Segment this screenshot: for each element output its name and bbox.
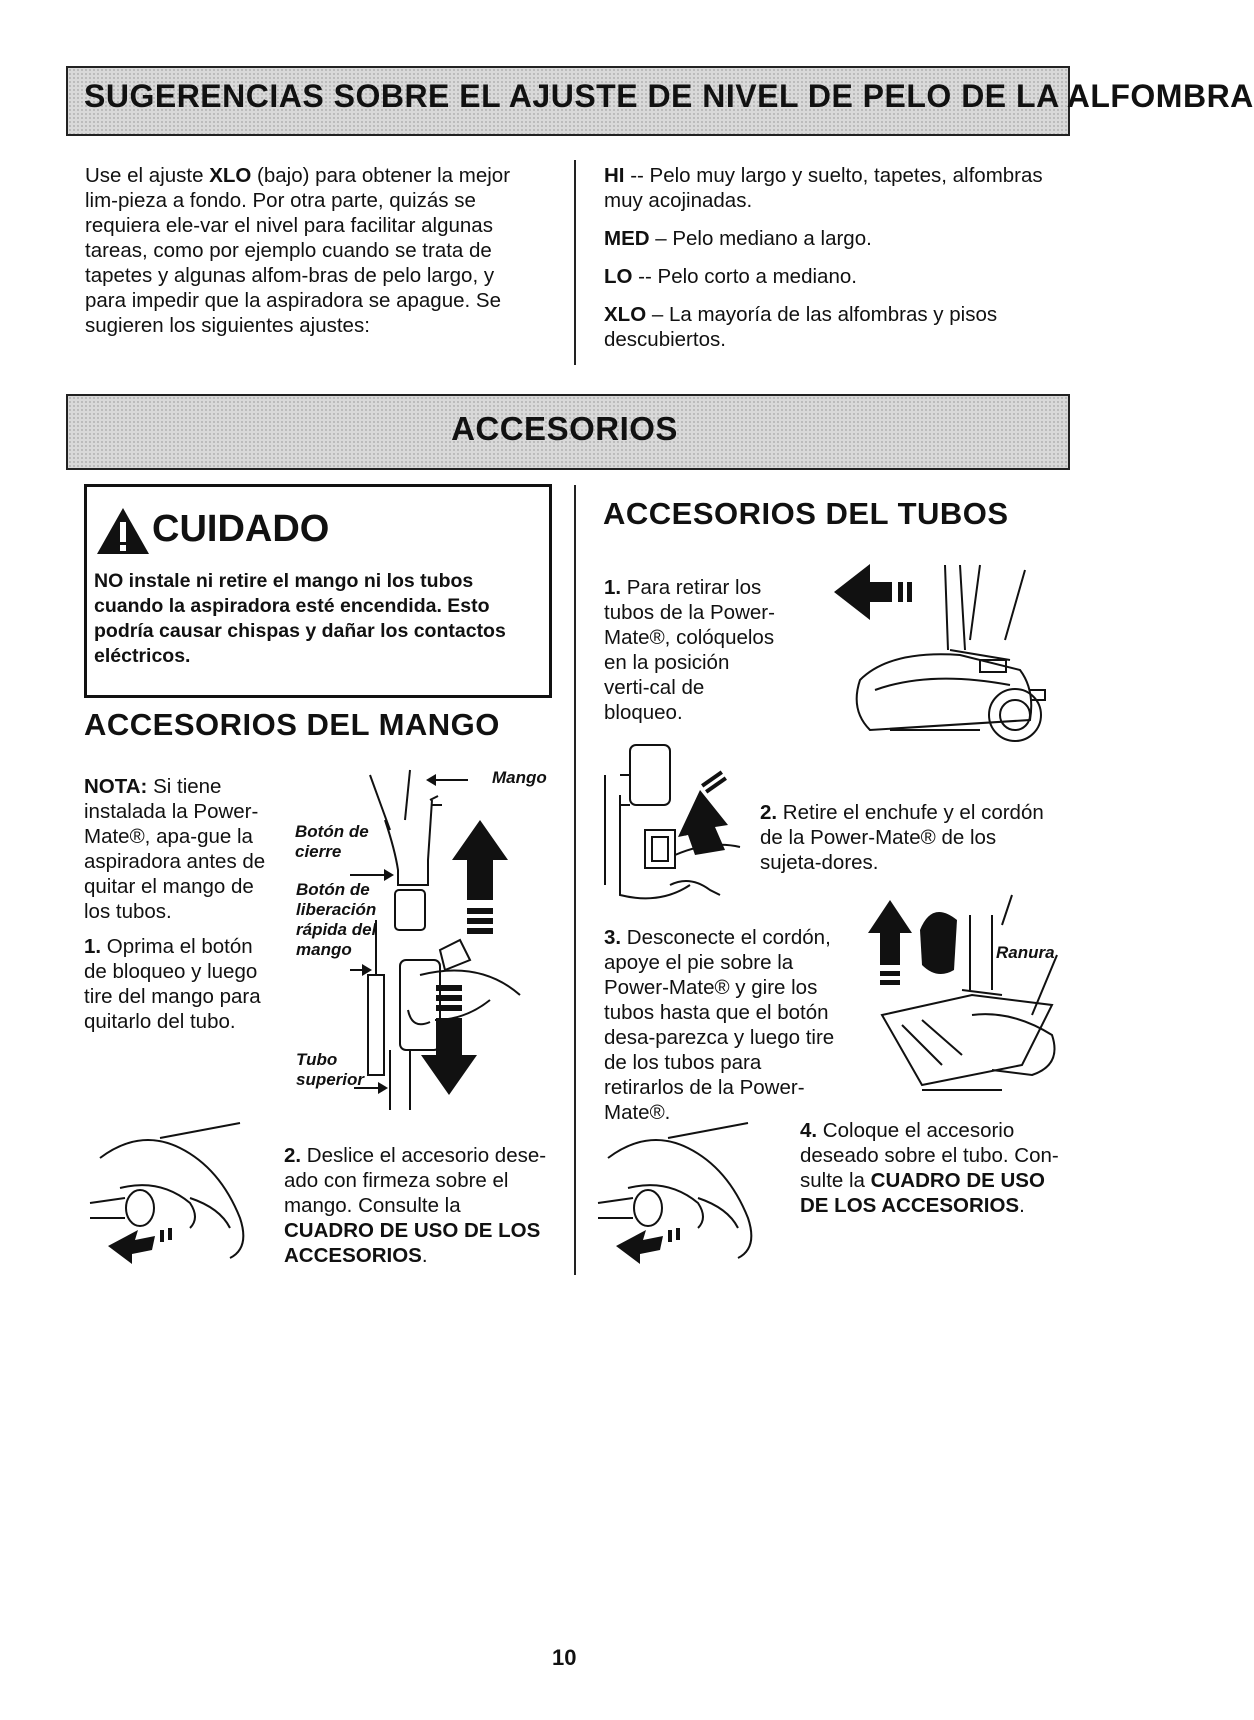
step-text: Coloque el accesorio deseado sobre el tubo. Con-sulte la [800,1119,1059,1192]
powermate-upright-diagram [830,560,1055,760]
handle-step-2 [284,1143,554,1268]
setting-lo [604,264,1044,289]
heading-handle-accessories: ACCESORIOS DEL MANGO [84,707,500,742]
caution-title: CUIDADO [152,508,330,550]
step-number: 2. [760,801,778,824]
hand-attach-diagram-right [588,1118,788,1268]
step-text: Oprima el botón de bloqueo y luego tire del mango para quitarlo del tubo. [84,935,261,1033]
column-divider-2 [574,485,576,1275]
intro-xlo: XLO [209,164,252,187]
intro-pre: Use el ajuste [85,164,210,187]
cord-holder-diagram [600,735,770,910]
step-text: Retire el enchufe y el cordón de la Power-Mate® de los sujeta-dores. [760,801,1044,874]
step-number: 2. [284,1144,302,1167]
tube-step-1 [604,575,779,725]
step-text: Deslice el accesorio dese-ado con firmeza sobre el mango. Consulte la [284,1144,547,1217]
setting-code: MED [604,227,650,250]
label-ranura: Ranura [996,943,1055,962]
setting-sep: – [649,227,673,250]
step-end: . [421,1244,428,1267]
column-divider-1 [574,160,576,365]
setting-desc: La mayoría de las alfombras y pisos descubiertos. [604,303,998,351]
setting-code: XLO [604,303,647,326]
setting-hi [604,163,1044,213]
setting-desc: Pelo corto a mediano. [657,265,857,288]
setting-med [604,226,1044,251]
setting-sep: -- [632,265,658,288]
label-boton-cierre: Botón de cierre [295,822,369,861]
step-number: 1. [604,576,622,599]
setting-sep: – [646,303,669,326]
label-mango: Mango [492,768,547,787]
note-text: Si tiene instalada la Power-Mate®, apa-gue la aspiradora antes de quitar el mango de los tubos. [84,775,266,923]
note-label: NOTA: [84,775,148,798]
setting-sep: -- [624,164,650,187]
step-bold-ref: CUADRO DE USO DE LOS ACCESORIOS [800,1169,1045,1217]
handle-step-1 [84,934,269,1034]
setting-desc: Pelo muy largo y suelto, tapetes, alfombras muy acojinadas. [604,164,1043,212]
setting-xlo [604,302,1044,352]
step-end: . [1019,1194,1025,1217]
step-number: 3. [604,926,622,949]
intro-post: (bajo) para obtener la mejor lim-pieza a fondo. Por otra parte, quizás se requiera ele-var el nivel para facilitar algunas tareas, como por ejemplo cuando se trata de tapetes y algunas alfom-bras de pelo largo, y para impedir que la aspiradora se apague. Se sugieren los siguientes ajustes: [85,164,511,337]
setting-code: HI [604,164,625,187]
tube-step-3 [604,925,836,1125]
tube-step-4 [800,1118,1060,1218]
step-number: 1. [84,935,102,958]
section-title-accessories: ACCESORIOS [451,410,678,447]
foot-rotate-diagram [862,895,1062,1095]
warning-triangle-icon [95,506,151,556]
label-tubo-superior: Tubo superior [296,1050,365,1089]
carpet-intro-paragraph [85,163,527,338]
heading-tube-accessories: ACCESORIOS DEL TUBOS [603,496,1009,531]
step-number: 4. [800,1119,818,1142]
page-number: 10 [552,1645,577,1670]
hand-attach-diagram-left [80,1118,280,1268]
section-title-carpet-height: SUGERENCIAS SOBRE EL AJUSTE DE NIVEL DE PELO DE LA ALFOMBRA [84,78,1254,114]
carpet-settings-list [604,163,1044,352]
handle-note [84,774,269,924]
step-bold-ref: CUADRO DE USO DE LOS ACCESORIOS [284,1219,541,1267]
setting-code: LO [604,265,633,288]
label-boton-liberacion: Botón de liberación rápida del mango [296,880,377,959]
tube-step-2 [760,800,1060,875]
step-text: Desconecte el cordón, apoye el pie sobre la Power-Mate® y gire los tubos hasta que el botón desa-parezca y luego tire de los tubos para retirarlos de la Power-Mate®. [604,926,835,1124]
setting-desc: Pelo mediano a largo. [672,227,872,250]
step-text: Para retirar los tubos de la Power-Mate®, colóquelos en la posición verti-cal de bloqueo. [604,576,775,724]
caution-text: NO instale ni retire el mango ni los tubos cuando la aspiradora esté encendida. Esto podría causar chispas y dañar los contactos eléctricos. [94,570,506,667]
